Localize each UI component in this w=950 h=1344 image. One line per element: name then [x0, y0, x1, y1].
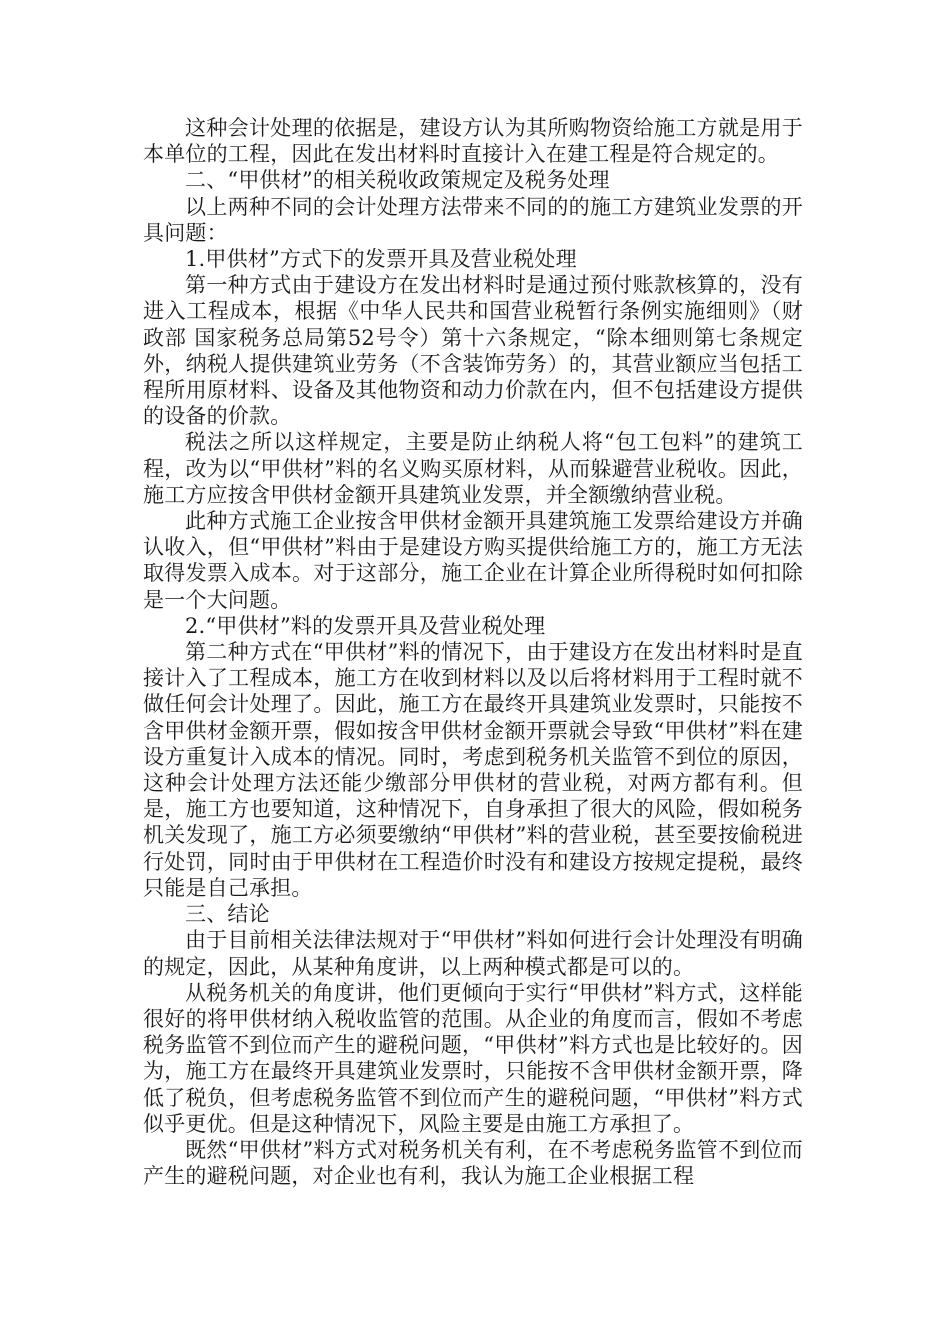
paragraph-conclusion-recommendation: 既然“甲供材”料方式对税务机关有利，在不考虑税务监管不到位而产生的避税问题，对企业也有利，我认为施工企业根据工程 — [143, 1137, 803, 1189]
document-body — [143, 115, 803, 1189]
paragraph-conclusion-perspectives: 从税务机关的角度讲，他们更倾向于实行“甲供材”料方式，这样能很好的将甲供材纳入税收监管的范围。从企业的角度而言，假如不考虑税务监管不到位而产生的避税问题，“甲供材”料方式也是比较好的。因为，施工方在最终开具建筑业发票时，只能按不含甲供材金额开票，降低了税负，但考虑税务监管不到位而产生的避税问题，“甲供材”料方式似乎更优。但是这种情况下，风险主要是由施工方承担了。 — [143, 980, 803, 1136]
paragraph-method-one-income: 此种方式施工企业按含甲供材金额开具建筑施工发票给建设方并确认收入，但“甲供材”料由于是建设方购买提供给施工方的，施工方无法取得发票入成本。对于这部分，施工企业在计算企业所得税时如何扣除是一个大问题。 — [143, 509, 803, 612]
paragraph-method-one-rules: 第一种方式由于建设方在发出材料时是通过预付账款核算的，没有进入工程成本，根据《中华人民共和国营业税暂行条例实施细则》（财政部 国家税务总局第52号令）第十六条规定，“除本细则第七条规定外，纳税人提供建筑业劳务（不含装饰劳务）的，其营业额应当包括工程所用原材料、设备及其他物资和动力价款在内，但不包括建设方提供的设备的价款。 — [143, 273, 803, 429]
paragraph-accounting-basis: 这种会计处理的依据是，建设方认为其所购物资给施工方就是用于本单位的工程，因此在发出材料时直接计入在建工程是符合规定的。 — [143, 116, 803, 167]
paragraph-invoice-issue-intro: 以上两种不同的会计处理方法带来不同的的施工方建筑业发票的开具问题： — [143, 194, 803, 245]
paragraph-method-two-detail: 第二种方式在“甲供材”料的情况下，由于建设方在发出材料时是直接计入了工程成本，施工方在收到材料以及以后将材料用于工程时就不做任何会计处理了。因此，施工方在最终开具建筑业发票时，只能按不含甲供材金额开票，假如按含甲供材金额开票就会导致“甲供材”料在建设方重复计入成本的情况。同时，考虑到税务机关监管不到位的原因，这种会计处理方法还能少缴部分甲供材的营业税，对两方都有利。但是，施工方也要知道，这种情况下，自身承担了很大的风险，假如税务机关发现了，施工方必须要缴纳“甲供材”料的营业税，甚至要按偷税进行处罚，同时由于甲供材在工程造价时没有和建设方按规定提税，最终只能是自己承担。 — [143, 640, 803, 900]
subheading-method-one: 1.甲供材”方式下的发票开具及营业税处理 — [185, 247, 577, 272]
paragraph-tax-law-reason: 税法之所以这样规定，主要是防止纳税人将“包工包料”的建筑工程，改为以“甲供材”料的名义购买原材料，从而躲避营业税收。因此，施工方应按含甲供材金额开具建筑业发票，并全额缴纳营业税。 — [143, 430, 803, 507]
paragraph-conclusion-law: 由于目前相关法律法规对于“甲供材”料如何进行会计处理没有明确的规定，因此，从某种角度讲，以上两种模式都是可以的。 — [143, 928, 803, 979]
section-heading-conclusion: 三、结论 — [185, 902, 270, 927]
section-heading-tax-policy: 二、“甲供材”的相关税收政策规定及税务处理 — [185, 168, 610, 193]
subheading-method-two: 2.“甲供材”料的发票开具及营业税处理 — [185, 613, 546, 638]
